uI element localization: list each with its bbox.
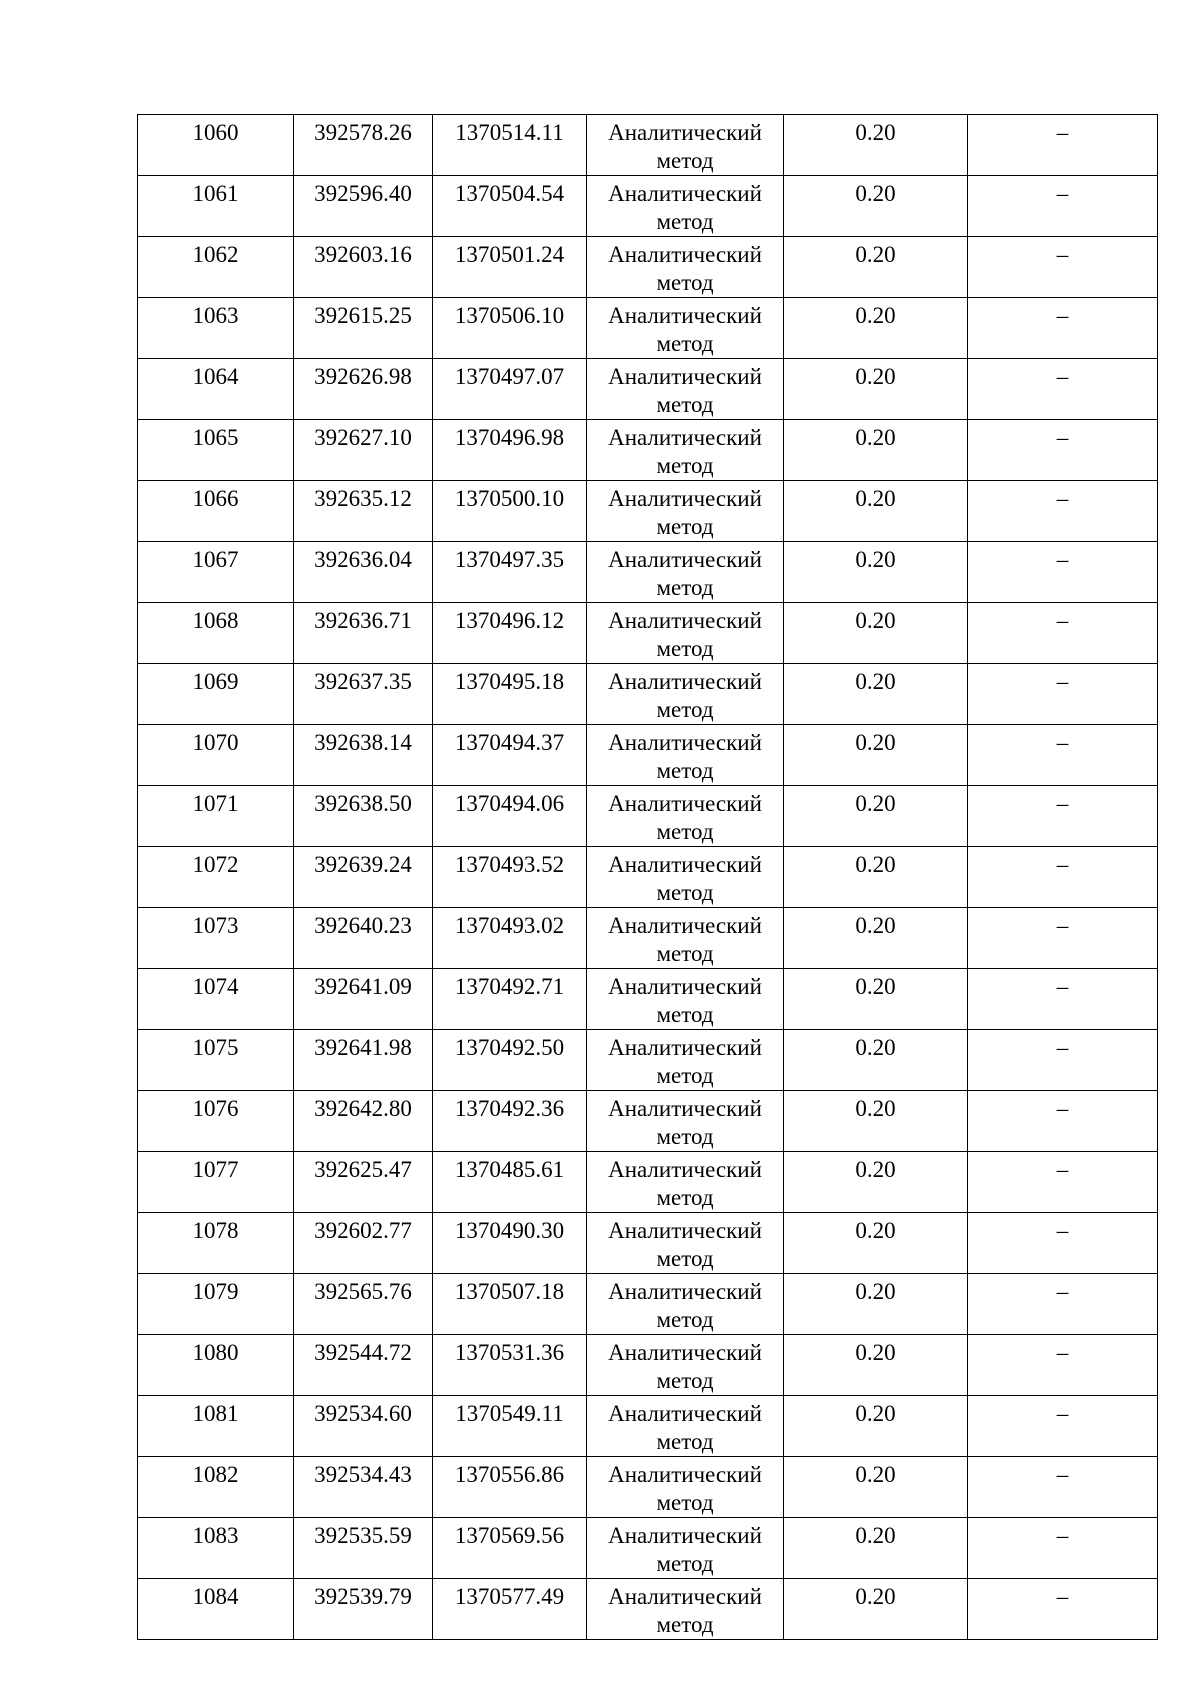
accuracy-cell: 0.20: [784, 664, 968, 725]
table-row: [138, 1457, 1158, 1518]
method-cell: [587, 847, 784, 908]
method-cell: [587, 1457, 784, 1518]
method-line-2: метод: [656, 1002, 714, 1027]
point-number-cell: 1074: [138, 969, 294, 1030]
y-coordinate-cell: 1370549.11: [433, 1396, 587, 1457]
y-coordinate-cell: 1370494.37: [433, 725, 587, 786]
table-row: [138, 725, 1158, 786]
table-row: [138, 420, 1158, 481]
accuracy-cell: 0.20: [784, 481, 968, 542]
point-number-cell: 1080: [138, 1335, 294, 1396]
table-row: [138, 1518, 1158, 1579]
accuracy-cell: 0.20: [784, 542, 968, 603]
note-cell: –: [968, 1396, 1158, 1457]
y-coordinate-cell: 1370494.06: [433, 786, 587, 847]
method-cell: [587, 969, 784, 1030]
method-cell: [587, 1213, 784, 1274]
point-number-cell: 1079: [138, 1274, 294, 1335]
method-line-2: метод: [656, 392, 714, 417]
method-line-2: метод: [656, 148, 714, 173]
accuracy-cell: 0.20: [784, 908, 968, 969]
point-number-cell: 1084: [138, 1579, 294, 1640]
y-coordinate-cell: 1370492.50: [433, 1030, 587, 1091]
y-coordinate-cell: 1370496.98: [433, 420, 587, 481]
table-row: [138, 115, 1158, 176]
method-line-1: Аналитический: [608, 425, 762, 450]
accuracy-cell: 0.20: [784, 359, 968, 420]
note-cell: –: [968, 1213, 1158, 1274]
method-line-2: метод: [656, 514, 714, 539]
note-cell: –: [968, 1152, 1158, 1213]
point-number-cell: 1081: [138, 1396, 294, 1457]
method-cell: [587, 176, 784, 237]
method-cell: [587, 1030, 784, 1091]
point-number-cell: 1069: [138, 664, 294, 725]
note-cell: –: [968, 359, 1158, 420]
method-cell: [587, 237, 784, 298]
note-cell: –: [968, 847, 1158, 908]
method-line-1: Аналитический: [608, 852, 762, 877]
method-line-2: метод: [656, 209, 714, 234]
x-coordinate-cell: 392534.43: [294, 1457, 433, 1518]
table-row: [138, 359, 1158, 420]
method-line-1: Аналитический: [608, 1096, 762, 1121]
x-coordinate-cell: 392534.60: [294, 1396, 433, 1457]
point-number-cell: 1070: [138, 725, 294, 786]
y-coordinate-cell: 1370497.35: [433, 542, 587, 603]
table-row: [138, 1091, 1158, 1152]
y-coordinate-cell: 1370500.10: [433, 481, 587, 542]
point-number-cell: 1075: [138, 1030, 294, 1091]
method-cell: [587, 542, 784, 603]
method-cell: [587, 1579, 784, 1640]
accuracy-cell: 0.20: [784, 1396, 968, 1457]
x-coordinate-cell: 392638.50: [294, 786, 433, 847]
x-coordinate-cell: 392642.80: [294, 1091, 433, 1152]
method-line-1: Аналитический: [608, 1523, 762, 1548]
y-coordinate-cell: 1370496.12: [433, 603, 587, 664]
note-cell: –: [968, 176, 1158, 237]
method-line-1: Аналитический: [608, 364, 762, 389]
method-line-2: метод: [656, 453, 714, 478]
y-coordinate-cell: 1370507.18: [433, 1274, 587, 1335]
method-line-1: Аналитический: [608, 547, 762, 572]
method-cell: [587, 908, 784, 969]
x-coordinate-cell: 392603.16: [294, 237, 433, 298]
point-number-cell: 1060: [138, 115, 294, 176]
method-line-1: Аналитический: [608, 1035, 762, 1060]
method-cell: [587, 298, 784, 359]
note-cell: –: [968, 1091, 1158, 1152]
method-line-2: метод: [656, 1429, 714, 1454]
point-number-cell: 1062: [138, 237, 294, 298]
method-line-1: Аналитический: [608, 1279, 762, 1304]
method-cell: [587, 1335, 784, 1396]
point-number-cell: 1082: [138, 1457, 294, 1518]
method-line-1: Аналитический: [608, 974, 762, 999]
accuracy-cell: 0.20: [784, 1579, 968, 1640]
x-coordinate-cell: 392578.26: [294, 115, 433, 176]
note-cell: –: [968, 786, 1158, 847]
method-cell: [587, 359, 784, 420]
method-line-1: Аналитический: [608, 608, 762, 633]
note-cell: –: [968, 1030, 1158, 1091]
method-line-1: Аналитический: [608, 303, 762, 328]
method-cell: [587, 1152, 784, 1213]
method-line-2: метод: [656, 758, 714, 783]
note-cell: –: [968, 1518, 1158, 1579]
x-coordinate-cell: 392627.10: [294, 420, 433, 481]
accuracy-cell: 0.20: [784, 1213, 968, 1274]
table-row: [138, 1030, 1158, 1091]
method-line-1: Аналитический: [608, 120, 762, 145]
accuracy-cell: 0.20: [784, 603, 968, 664]
note-cell: –: [968, 298, 1158, 359]
y-coordinate-cell: 1370495.18: [433, 664, 587, 725]
x-coordinate-cell: 392638.14: [294, 725, 433, 786]
table-row: [138, 1396, 1158, 1457]
point-number-cell: 1061: [138, 176, 294, 237]
accuracy-cell: 0.20: [784, 237, 968, 298]
y-coordinate-cell: 1370492.71: [433, 969, 587, 1030]
method-line-2: метод: [656, 1368, 714, 1393]
point-number-cell: 1077: [138, 1152, 294, 1213]
point-number-cell: 1068: [138, 603, 294, 664]
point-number-cell: 1063: [138, 298, 294, 359]
accuracy-cell: 0.20: [784, 298, 968, 359]
table-row: [138, 237, 1158, 298]
y-coordinate-cell: 1370492.36: [433, 1091, 587, 1152]
accuracy-cell: 0.20: [784, 969, 968, 1030]
accuracy-cell: 0.20: [784, 1518, 968, 1579]
method-cell: [587, 1518, 784, 1579]
method-line-1: Аналитический: [608, 242, 762, 267]
x-coordinate-cell: 392539.79: [294, 1579, 433, 1640]
table-row: [138, 176, 1158, 237]
y-coordinate-cell: 1370501.24: [433, 237, 587, 298]
method-line-2: метод: [656, 1551, 714, 1576]
method-cell: [587, 1396, 784, 1457]
note-cell: –: [968, 664, 1158, 725]
method-line-1: Аналитический: [608, 730, 762, 755]
point-number-cell: 1083: [138, 1518, 294, 1579]
table-row: [138, 1213, 1158, 1274]
note-cell: –: [968, 725, 1158, 786]
method-line-1: Аналитический: [608, 791, 762, 816]
y-coordinate-cell: 1370497.07: [433, 359, 587, 420]
method-line-1: Аналитический: [608, 1462, 762, 1487]
note-cell: –: [968, 1335, 1158, 1396]
note-cell: –: [968, 481, 1158, 542]
method-line-1: Аналитический: [608, 181, 762, 206]
point-number-cell: 1078: [138, 1213, 294, 1274]
x-coordinate-cell: 392635.12: [294, 481, 433, 542]
method-cell: [587, 786, 784, 847]
point-number-cell: 1072: [138, 847, 294, 908]
y-coordinate-cell: 1370514.11: [433, 115, 587, 176]
table-row: [138, 664, 1158, 725]
method-line-1: Аналитический: [608, 1340, 762, 1365]
x-coordinate-cell: 392544.72: [294, 1335, 433, 1396]
y-coordinate-cell: 1370504.54: [433, 176, 587, 237]
x-coordinate-cell: 392641.98: [294, 1030, 433, 1091]
accuracy-cell: 0.20: [784, 1152, 968, 1213]
table-row: [138, 847, 1158, 908]
accuracy-cell: 0.20: [784, 115, 968, 176]
y-coordinate-cell: 1370506.10: [433, 298, 587, 359]
point-number-cell: 1073: [138, 908, 294, 969]
method-line-2: метод: [656, 636, 714, 661]
table-row: [138, 542, 1158, 603]
method-line-2: метод: [656, 575, 714, 600]
x-coordinate-cell: 392625.47: [294, 1152, 433, 1213]
note-cell: –: [968, 603, 1158, 664]
accuracy-cell: 0.20: [784, 1091, 968, 1152]
y-coordinate-cell: 1370556.86: [433, 1457, 587, 1518]
point-number-cell: 1065: [138, 420, 294, 481]
method-line-2: метод: [656, 941, 714, 966]
table-row: [138, 1152, 1158, 1213]
method-line-1: Аналитический: [608, 486, 762, 511]
accuracy-cell: 0.20: [784, 1457, 968, 1518]
note-cell: –: [968, 1457, 1158, 1518]
method-cell: [587, 725, 784, 786]
point-number-cell: 1064: [138, 359, 294, 420]
table-row: [138, 1335, 1158, 1396]
x-coordinate-cell: 392535.59: [294, 1518, 433, 1579]
method-line-1: Аналитический: [608, 1401, 762, 1426]
table-row: [138, 969, 1158, 1030]
x-coordinate-cell: 392602.77: [294, 1213, 433, 1274]
point-number-cell: 1066: [138, 481, 294, 542]
note-cell: –: [968, 115, 1158, 176]
note-cell: –: [968, 1274, 1158, 1335]
y-coordinate-cell: 1370493.02: [433, 908, 587, 969]
method-cell: [587, 603, 784, 664]
x-coordinate-cell: 392626.98: [294, 359, 433, 420]
table-row: [138, 298, 1158, 359]
y-coordinate-cell: 1370493.52: [433, 847, 587, 908]
x-coordinate-cell: 392636.71: [294, 603, 433, 664]
accuracy-cell: 0.20: [784, 725, 968, 786]
method-line-2: метод: [656, 331, 714, 356]
x-coordinate-cell: 392636.04: [294, 542, 433, 603]
x-coordinate-cell: 392637.35: [294, 664, 433, 725]
method-line-2: метод: [656, 1063, 714, 1088]
table-row: [138, 1274, 1158, 1335]
table-row: [138, 1579, 1158, 1640]
note-cell: –: [968, 542, 1158, 603]
accuracy-cell: 0.20: [784, 847, 968, 908]
note-cell: –: [968, 969, 1158, 1030]
x-coordinate-cell: 392639.24: [294, 847, 433, 908]
method-cell: [587, 481, 784, 542]
accuracy-cell: 0.20: [784, 1030, 968, 1091]
method-cell: [587, 1274, 784, 1335]
method-line-2: метод: [656, 819, 714, 844]
method-cell: [587, 664, 784, 725]
point-number-cell: 1067: [138, 542, 294, 603]
table-row: [138, 603, 1158, 664]
note-cell: –: [968, 420, 1158, 481]
y-coordinate-cell: 1370485.61: [433, 1152, 587, 1213]
accuracy-cell: 0.20: [784, 786, 968, 847]
y-coordinate-cell: 1370531.36: [433, 1335, 587, 1396]
method-cell: [587, 420, 784, 481]
point-number-cell: 1071: [138, 786, 294, 847]
method-line-2: метод: [656, 1612, 714, 1637]
x-coordinate-cell: 392641.09: [294, 969, 433, 1030]
coordinates-table: [137, 114, 1158, 1640]
accuracy-cell: 0.20: [784, 420, 968, 481]
y-coordinate-cell: 1370569.56: [433, 1518, 587, 1579]
method-line-2: метод: [656, 1307, 714, 1332]
method-line-2: метод: [656, 1246, 714, 1271]
table-body: [138, 115, 1158, 1640]
method-cell: [587, 115, 784, 176]
x-coordinate-cell: 392640.23: [294, 908, 433, 969]
y-coordinate-cell: 1370490.30: [433, 1213, 587, 1274]
accuracy-cell: 0.20: [784, 1274, 968, 1335]
note-cell: –: [968, 1579, 1158, 1640]
point-number-cell: 1076: [138, 1091, 294, 1152]
table-row: [138, 908, 1158, 969]
x-coordinate-cell: 392596.40: [294, 176, 433, 237]
accuracy-cell: 0.20: [784, 1335, 968, 1396]
y-coordinate-cell: 1370577.49: [433, 1579, 587, 1640]
method-line-2: метод: [656, 1490, 714, 1515]
table-row: [138, 481, 1158, 542]
method-line-1: Аналитический: [608, 1218, 762, 1243]
method-cell: [587, 1091, 784, 1152]
method-line-2: метод: [656, 1185, 714, 1210]
method-line-1: Аналитический: [608, 1157, 762, 1182]
x-coordinate-cell: 392615.25: [294, 298, 433, 359]
note-cell: –: [968, 237, 1158, 298]
method-line-1: Аналитический: [608, 913, 762, 938]
note-cell: –: [968, 908, 1158, 969]
method-line-2: метод: [656, 697, 714, 722]
method-line-2: метод: [656, 270, 714, 295]
x-coordinate-cell: 392565.76: [294, 1274, 433, 1335]
method-line-1: Аналитический: [608, 669, 762, 694]
method-line-2: метод: [656, 1124, 714, 1149]
method-line-1: Аналитический: [608, 1584, 762, 1609]
accuracy-cell: 0.20: [784, 176, 968, 237]
method-line-2: метод: [656, 880, 714, 905]
table-row: [138, 786, 1158, 847]
